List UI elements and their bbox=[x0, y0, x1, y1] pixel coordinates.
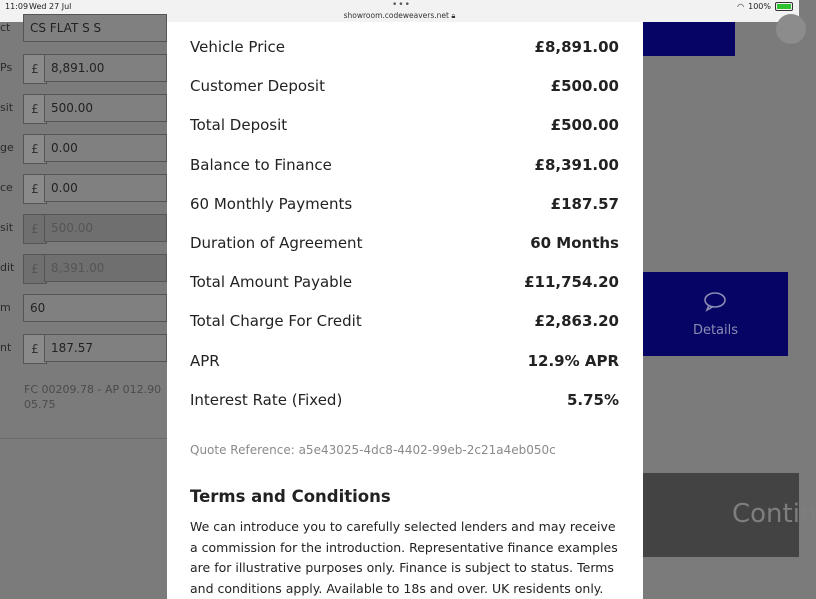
finance-row bbox=[190, 391, 619, 415]
terms-title: Terms and Conditions bbox=[190, 487, 391, 506]
finance-row-value: £500.00 bbox=[550, 116, 619, 135]
status-time: 11:09 bbox=[5, 2, 29, 11]
form-input[interactable]: 0.00 bbox=[44, 174, 167, 202]
terms-body: We can introduce you to carefully selected lenders and may receive a commission for the introduction. Representative finance examples are for illustrative purposes only. Finance is subject to status. Terms and conditions apply. Available to 18s and over. UK residents only. bbox=[190, 519, 618, 596]
form-row bbox=[0, 334, 167, 364]
details-button[interactable] bbox=[643, 272, 788, 356]
finance-row-value: 5.75% bbox=[566, 390, 619, 409]
divider bbox=[0, 438, 167, 439]
finance-row-label: Total Amount Payable bbox=[190, 273, 353, 292]
finance-row-value: £2,863.20 bbox=[534, 312, 619, 331]
form-input[interactable]: 500.00 bbox=[44, 94, 167, 122]
form-row-label: Ps bbox=[0, 61, 13, 74]
form-input[interactable]: 187.57 bbox=[44, 334, 167, 362]
form-row-label: ce bbox=[0, 181, 13, 194]
avatar[interactable] bbox=[776, 14, 806, 44]
form-input[interactable]: 60 bbox=[23, 294, 167, 322]
form-input: 500.00 bbox=[44, 214, 167, 242]
currency-prefix: £ bbox=[23, 134, 47, 164]
status-date: Wed 27 Jul bbox=[29, 2, 72, 11]
finance-row-label: Customer Deposit bbox=[190, 77, 325, 96]
header-action-button[interactable] bbox=[643, 22, 735, 56]
finance-row-label: Total Deposit bbox=[190, 116, 288, 135]
continue-label: Contin bbox=[732, 499, 816, 529]
form-row bbox=[0, 214, 167, 244]
chat-bubble-icon bbox=[703, 291, 727, 311]
currency-prefix: £ bbox=[23, 254, 47, 284]
finance-row-label: Total Charge For Credit bbox=[190, 312, 362, 331]
currency-prefix: £ bbox=[23, 214, 47, 244]
finance-row-value: £8,391.00 bbox=[534, 155, 619, 174]
form-row-label: sit bbox=[0, 101, 14, 114]
form-row bbox=[0, 294, 167, 324]
finance-row-value: £8,891.00 bbox=[534, 38, 619, 56]
finance-row-value: £500.00 bbox=[550, 77, 619, 96]
lock-icon: 🔒︎ bbox=[451, 11, 456, 20]
status-icons bbox=[737, 2, 793, 11]
battery-icon bbox=[775, 2, 793, 11]
currency-prefix: £ bbox=[23, 54, 47, 84]
form-row-label: sit bbox=[0, 221, 14, 234]
finance-row-value: £11,754.20 bbox=[524, 273, 619, 292]
finance-row bbox=[190, 195, 619, 219]
form-row-label: nt bbox=[0, 341, 12, 354]
finance-row bbox=[190, 273, 619, 297]
finance-row bbox=[190, 234, 619, 258]
quote-reference: Quote Reference: a5e43025-4dc8-4402-99eb-2c21a4eb050c bbox=[190, 443, 556, 457]
finance-row bbox=[190, 312, 619, 336]
finance-summary-modal bbox=[167, 22, 643, 599]
form-row bbox=[0, 134, 167, 164]
battery-percent: 100% bbox=[748, 2, 771, 11]
finance-code-line2: 05.75 bbox=[24, 398, 56, 411]
finance-row bbox=[190, 156, 619, 180]
currency-prefix: £ bbox=[23, 174, 47, 204]
form-input: 8,391.00 bbox=[44, 254, 167, 282]
finance-row-label: 60 Monthly Payments bbox=[190, 194, 353, 213]
form-row bbox=[0, 174, 167, 204]
finance-row-label: Balance to Finance bbox=[190, 155, 332, 174]
currency-prefix: £ bbox=[23, 334, 47, 364]
finance-code bbox=[24, 382, 161, 412]
form-row-label: m bbox=[0, 301, 11, 314]
continue-button[interactable] bbox=[643, 473, 816, 557]
form-row-label: dit bbox=[0, 261, 15, 274]
form-input[interactable]: CS FLAT S S bbox=[23, 14, 167, 42]
finance-row bbox=[190, 77, 619, 101]
finance-row-label: Vehicle Price bbox=[190, 38, 286, 56]
finance-row bbox=[190, 352, 619, 376]
finance-row-value: 60 Months bbox=[530, 234, 619, 252]
more-dots-icon[interactable]: ••• bbox=[392, 0, 411, 10]
form-row bbox=[0, 94, 167, 124]
finance-row-label: Interest Rate (Fixed) bbox=[190, 390, 343, 409]
form-row-label: ct bbox=[0, 21, 11, 34]
finance-row-value: 12.9% APR bbox=[527, 351, 619, 370]
finance-row bbox=[190, 38, 619, 62]
url-text: showroom.codeweavers.net bbox=[343, 11, 449, 20]
finance-row-value: £187.57 bbox=[550, 194, 619, 213]
finance-row-label: APR bbox=[190, 351, 220, 370]
form-row bbox=[0, 14, 167, 44]
form-row bbox=[0, 54, 167, 84]
wifi-icon: ◠ bbox=[737, 2, 745, 11]
finance-code-line1: FC 00209.78 - AP 012.90 bbox=[24, 383, 162, 396]
form-input[interactable]: 8,891.00 bbox=[44, 54, 167, 82]
form-input[interactable]: 0.00 bbox=[44, 134, 167, 162]
form-row-label: ge bbox=[0, 141, 14, 154]
form-row bbox=[0, 254, 167, 284]
currency-prefix: £ bbox=[23, 94, 47, 124]
finance-row bbox=[190, 116, 619, 140]
details-label: Details bbox=[692, 323, 739, 338]
finance-row-label: Duration of Agreement bbox=[190, 234, 363, 252]
